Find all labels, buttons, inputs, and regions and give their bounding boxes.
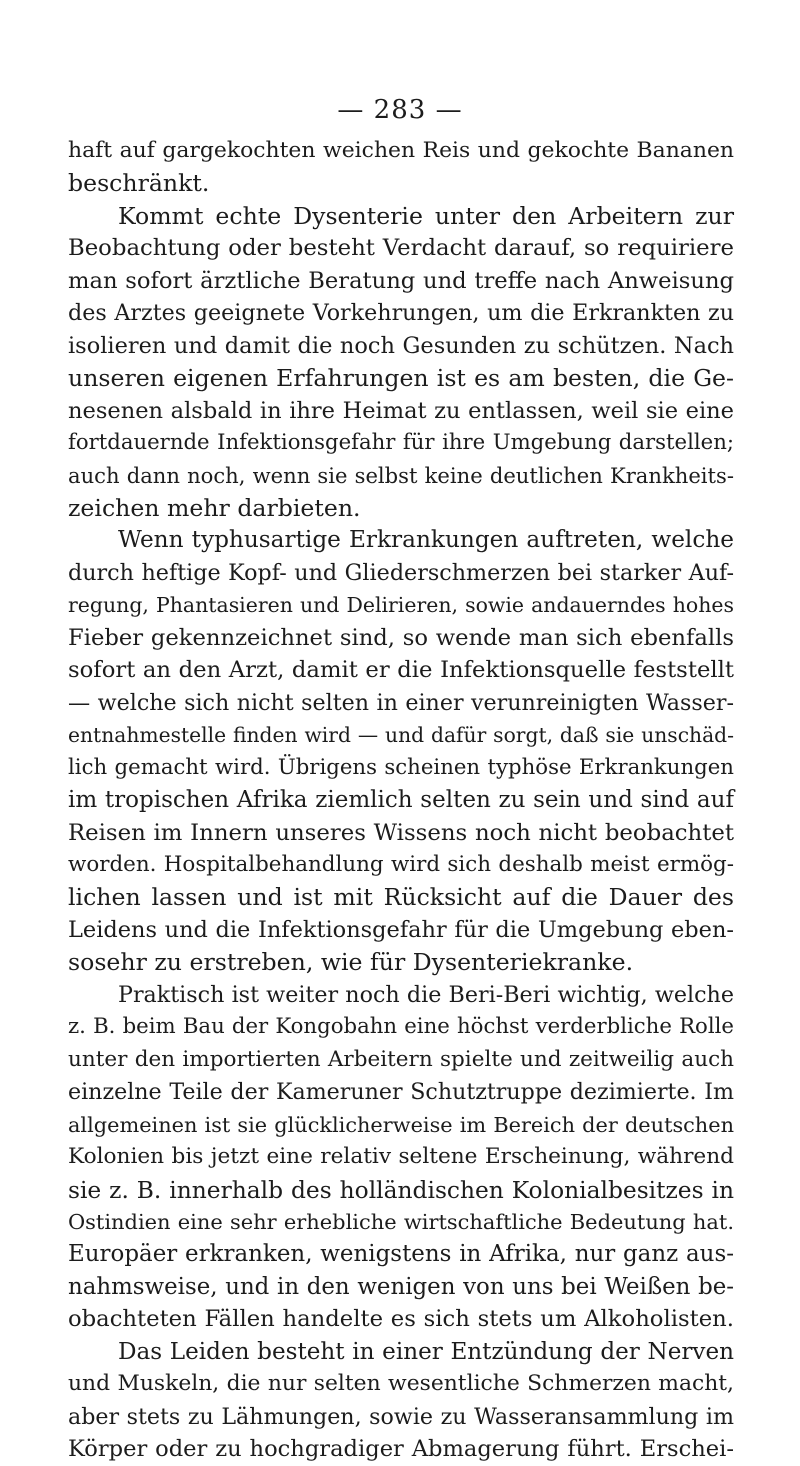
text-line: aber stets zu Lähmungen, sowie zu Wasseransammlung im: [68, 1403, 734, 1430]
text-line: lichen lassen und ist mit Rücksicht auf die Dauer des: [68, 883, 734, 912]
text-line: fortdauernde Infektionsgefahr für ihre Umgebung darstellen;: [68, 430, 734, 456]
text-line: obachteten Fällen handelte es sich stets um Alkoholisten.: [68, 1306, 734, 1333]
text-line: Ostindien eine sehr erhebliche wirtschaftliche Bedeutung hat.: [68, 1209, 734, 1234]
text-line: worden. Hospitalbehandlung wird sich deshalb meist ermög-: [68, 851, 734, 877]
text-line: Fieber gekennzeichnet sind, so wende man sich ebenfalls: [68, 624, 734, 651]
text-line: sie z. B. innerhalb des holländischen Kolonialbesitzes in: [68, 1175, 734, 1204]
text-line: und Muskeln, die nur selten wesentliche Schmerzen macht,: [68, 1371, 734, 1397]
text-line: man sofort ärztliche Beratung und treffe nach Anweisung: [68, 267, 734, 294]
text-line: Praktisch ist weiter noch die Beri-Beri wichtig, welche: [118, 981, 734, 1008]
text-line: beschränkt.: [68, 169, 210, 198]
text-line: sosehr zu erstreben, wie für Dysenteriekranke.: [68, 948, 634, 977]
text-line: unter den importierten Arbeitern spielte und zeitweilig auch: [68, 1046, 734, 1072]
text-line: Leidens und die Infektionsgefahr für die Umgebung eben-: [68, 916, 734, 943]
text-line: nahmsweise, und in den wenigen von uns bei Weißen be-: [68, 1273, 734, 1300]
text-line: durch heftige Kopf- und Gliederschmerzen bei starker Auf-: [68, 559, 734, 586]
text-line: unseren eigenen Erfahrungen ist es am besten, die Ge-: [68, 364, 734, 393]
text-line: regung, Phantasieren und Delirieren, sowie andauerndes hohes: [68, 593, 734, 618]
text-line: auch dann noch, wenn sie selbst keine deutlichen Krankheits-: [68, 462, 734, 488]
text-line: nesenen alsbald in ihre Heimat zu entlassen, weil sie eine: [68, 397, 734, 424]
text-line: sofort an den Arzt, damit er die Infektionsquelle feststellt: [68, 657, 734, 684]
text-line: Europäer erkranken, wenigstens in Afrika, nur ganz aus-: [68, 1241, 734, 1268]
text-line: lich gemacht wird. Übrigens scheinen typhöse Erkrankungen: [68, 754, 734, 780]
text-line: haft auf gargekochten weichen Reis und gekochte Bananen: [68, 138, 734, 163]
text-line: einzelne Teile der Kameruner Schutztruppe dezimierte. Im: [68, 1079, 734, 1106]
text-line: — welche sich nicht selten in einer verunreinigten Wasser-: [68, 689, 734, 716]
text-line: entnahmestelle finden wird — und dafür sorgt, daß sie unschäd-: [68, 723, 734, 748]
text-line: im tropischen Afrika ziemlich selten zu sein und sind auf: [68, 787, 734, 814]
text-line: Das Leiden besteht in einer Entzündung der Nerven: [118, 1338, 734, 1365]
text-line: isolieren und damit die noch Gesunden zu schützen. Nach: [68, 332, 734, 359]
page-number: — 283 —: [337, 95, 463, 125]
text-line: z. B. beim Bau der Kongobahn eine höchst verderbliche Rolle: [68, 1014, 734, 1040]
body-text: [68, 135, 734, 1466]
text-line: Körper oder zu hochgradiger Abmagerung führt. Erschei-: [68, 1436, 734, 1463]
text-line: Reisen im Innern unseres Wissens noch nicht beobachtet: [68, 819, 734, 846]
text-line: Wenn typhusartige Erkrankungen auftreten, welche: [118, 526, 734, 554]
text-line: zeichen mehr darbieten.: [68, 493, 361, 522]
text-line: Kolonien bis jetzt eine relativ seltene Erscheinung, während: [68, 1144, 734, 1170]
text-line: des Arztes geeignete Vorkehrungen, um die Erkrankten zu: [68, 300, 734, 327]
text-line: Beobachtung oder besteht Verdacht darauf, so requiriere: [68, 235, 734, 262]
text-line: allgemeinen ist sie glücklicherweise im Bereich der deutschen: [68, 1112, 734, 1137]
text-line: Kommt echte Dysenterie unter den Arbeitern zur: [118, 201, 734, 230]
